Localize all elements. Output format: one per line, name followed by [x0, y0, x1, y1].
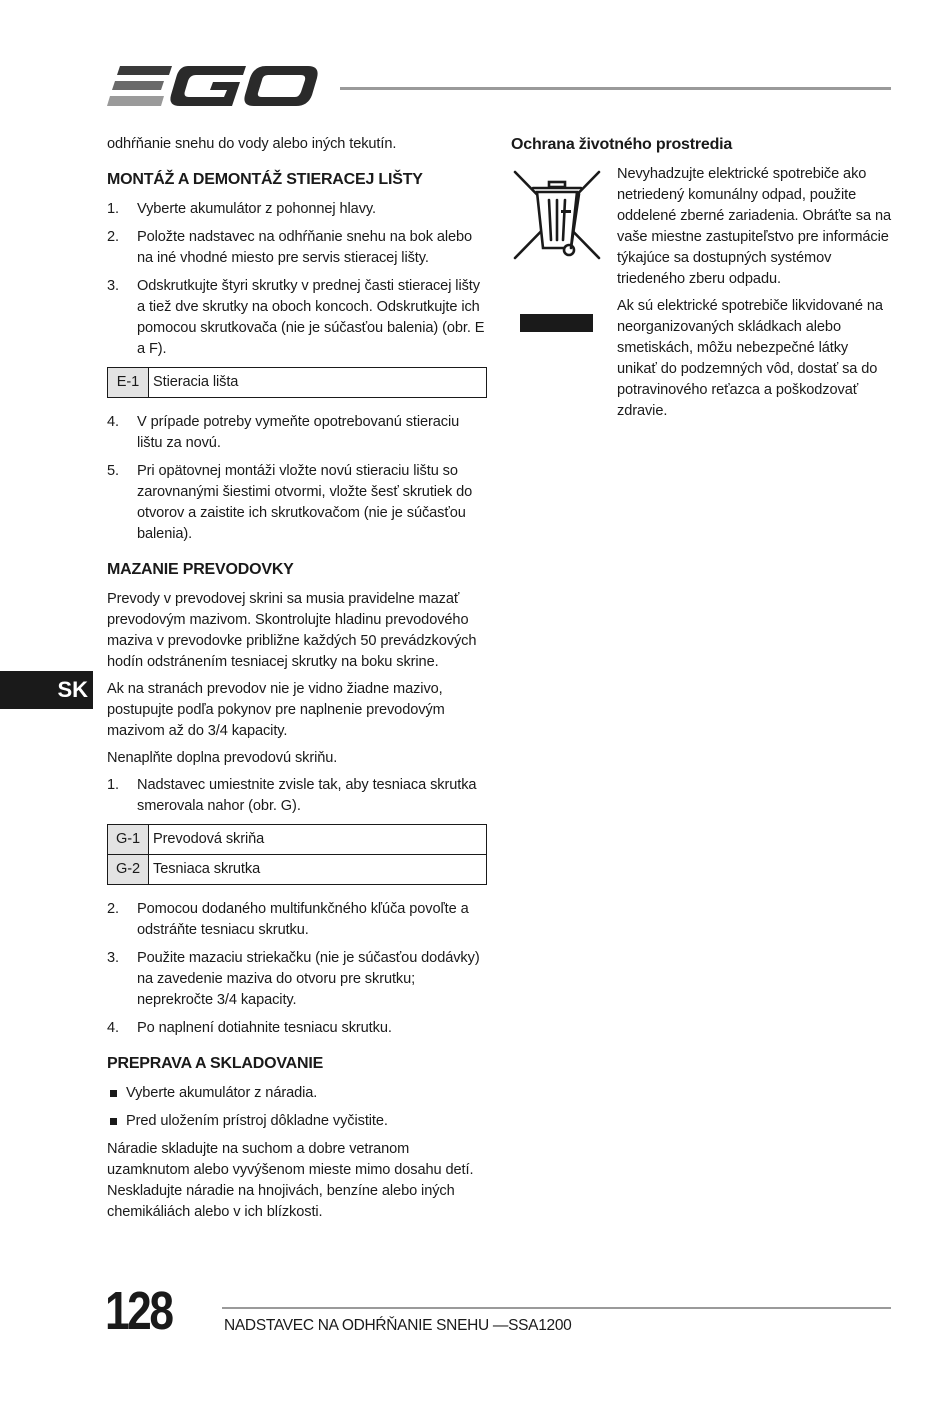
footer-rule	[222, 1307, 891, 1309]
intro-text: odhŕňanie snehu do vody alebo iných tekutín.	[107, 136, 397, 152]
weee-bar	[520, 314, 593, 332]
list-item: 4. V prípade potreby vymeňte opotrebovanú stieraciu lištu za novú.	[107, 414, 460, 451]
language-tab: SK	[0, 671, 93, 709]
paragraph: Náradie skladujte na suchom a dobre vetranom uzamknutom alebo vyvýšenom mieste mimo dosahu detí. Neskladujte náradie na hnojivách, benzíne alebo iných chemikáliách alebo v ich blízkosti.	[107, 1141, 474, 1220]
list-item: 2. Položte nadstavec na odhŕňanie snehu na bok alebo na iné vhodné miesto pre servis stieracej lišty.	[107, 229, 473, 266]
bullet-square-icon	[107, 1083, 126, 1104]
list-item: 3. Použite mazaciu striekačku (nie je súčasťou dodávky) na zavedenie maziva do otvoru pre skrutku; neprekročte 3/4 kapacity.	[107, 950, 480, 1008]
paragraph: Nevyhadzujte elektrické spotrebiče ako netriedený komunálny odpad, použite oddelené zberné zariadenia. Obráťte sa na vaše miestne zastupiteľstvo pre informácie týkajúce sa dostupných systémov triedeného zberu odpadu.	[617, 166, 891, 287]
table-row: G-1 Prevodová skriňa	[108, 825, 487, 855]
list-item: Pred uložením prístroj dôkladne vyčistite.	[107, 1111, 487, 1132]
right-column	[511, 134, 891, 428]
gearbox-steps	[107, 775, 487, 817]
section-title-wiper: MONTÁŽ A DEMONTÁŽ STIERACEJ LIŠTY	[107, 171, 423, 188]
bullet-square-icon	[107, 1111, 126, 1132]
page-number: 128	[105, 1281, 172, 1341]
table-row: E-1 Stieracia lišta	[108, 368, 487, 398]
wiper-steps-continued	[107, 412, 487, 545]
list-item: Vyberte akumulátor z náradia.	[107, 1083, 487, 1104]
paragraph: Ak sú elektrické spotrebiče likvidované na neorganizovaných skládkach alebo smetiskách, môžu nebezpečné látky unikať do podzemných vôd, dostať sa do potravinového reťazca a poškodzovať zdravie.	[617, 298, 883, 419]
paragraph: Nenaplňte doplna prevodovú skriňu.	[107, 750, 338, 766]
table-row: G-2 Tesniaca skrutka	[108, 855, 487, 885]
footer-title: NADSTAVEC NA ODHŔŇANIE SNEHU —SSA1200	[224, 1317, 572, 1334]
paragraph: Prevody v prevodovej skrini sa musia pravidelne mazať prevodovým mazivom. Skontrolujte hladinu prevodového maziva v prevodovke približne každých 50 prevádzkových hodín odstránením tesniacej skrutky na boku skrine.	[107, 591, 477, 670]
list-item: 3. Odskrutkujte štyri skrutky v prednej časti stieracej lišty a tiež dve skrutky na oboch koncoch. Odskrutkujte ich pomocou skrutkovača (nie je súčasťou balenia) (obr. E a F).	[107, 278, 485, 357]
list-item: 5. Pri opätovnej montáži vložte novú stieraciu lištu so zarovnanými šiestimi otvormi, vložte šesť skrutiek do otvorov a zaistite ich skrutkovačom (nie je súčasťou balenia).	[107, 463, 473, 542]
list-item: 2. Pomocou dodaného multifunkčného kľúča povoľte a odstráňte tesniacu skrutku.	[107, 901, 469, 938]
header-rule	[340, 87, 891, 90]
wiper-steps	[107, 199, 487, 360]
gearbox-steps-continued	[107, 899, 487, 1039]
list-item: 4. Po naplnení dotiahnite tesniacu skrutku.	[107, 1020, 392, 1036]
ego-logo	[106, 62, 320, 112]
list-item: 1. Nadstavec umiestnite zvisle tak, aby tesniaca skrutka smerovala nahor (obr. G).	[107, 777, 477, 814]
legend-table-g	[107, 824, 487, 885]
section-title-gearbox: MAZANIE PREVODOVKY	[107, 561, 294, 578]
legend-table-e	[107, 367, 487, 398]
paragraph: Ak na stranách prevodov nie je vidno žiadne mazivo, postupujte podľa pokynov pre naplnenie prevodovým mazivom až do 3/4 kapacity.	[107, 681, 445, 739]
section-title-storage: PREPRAVA A SKLADOVANIE	[107, 1055, 324, 1072]
section-title-environment: Ochrana životného prostredia	[511, 136, 733, 153]
crossed-out-bin-icon	[511, 170, 603, 302]
left-column	[107, 134, 487, 1229]
list-item: 1. Vyberte akumulátor z pohonnej hlavy.	[107, 201, 376, 217]
